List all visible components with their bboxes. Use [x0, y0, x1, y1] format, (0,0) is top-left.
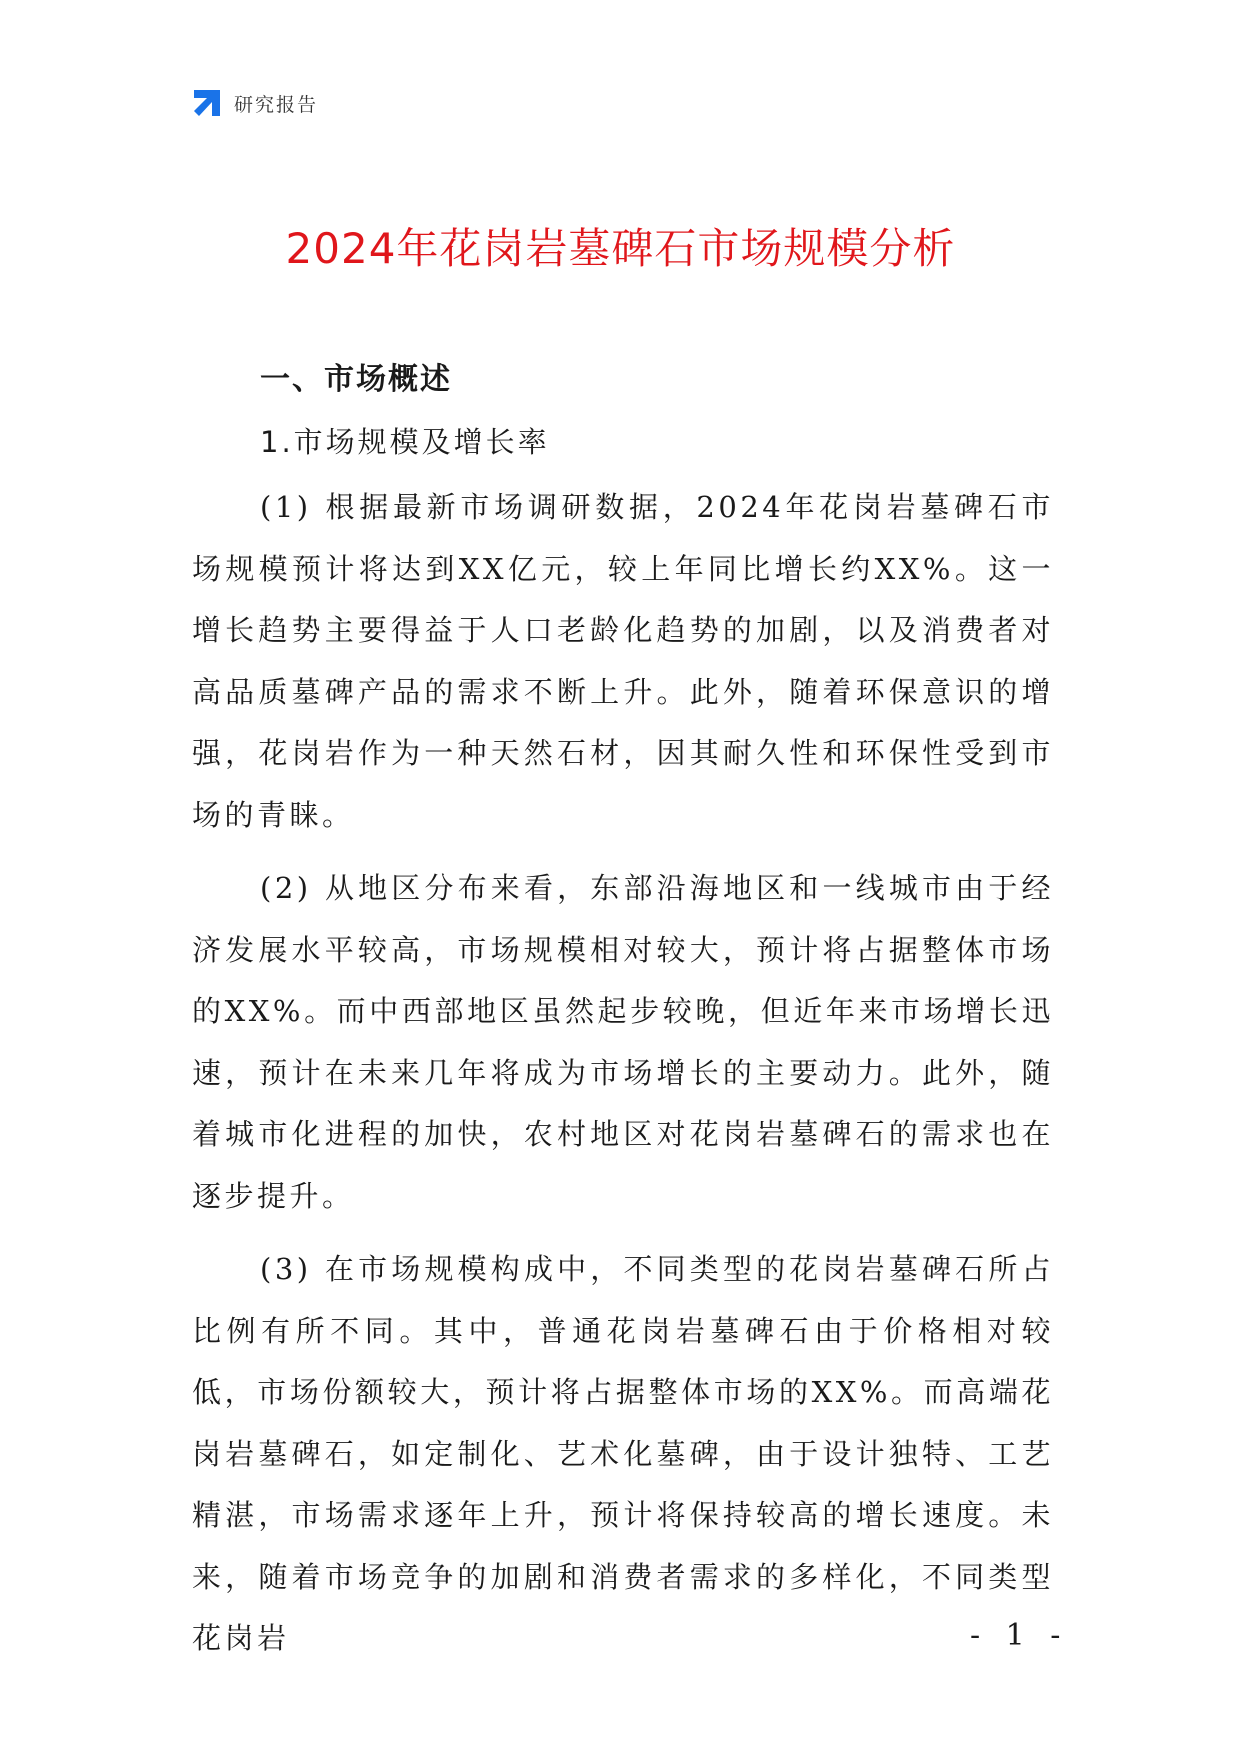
paragraph-1: (1) 根据最新市场调研数据，2024年花岗岩墓碑石市场规模预计将达到XX亿元，较上年同比增长约XX%。这一增长趋势主要得益于人口老龄化趋势的加剧，以及消费者对高品质墓碑产品的需求不断上升。此外，随着环保意识的增强，花岗岩作为一种天然石材，因其耐久性和环保性受到市场的青睐。	[192, 490, 1054, 832]
page-number: - 1 -	[970, 1618, 1069, 1653]
subsection-heading: 1.市场规模及增长率	[260, 425, 550, 459]
section-heading: 一、市场概述	[260, 362, 452, 397]
header-label: 研究报告	[234, 93, 319, 116]
paragraph-2: (2) 从地区分布来看，东部沿海地区和一线城市由于经济发展水平较高，市场规模相对较大，预计将占据整体市场的XX%。而中西部地区虽然起步较晚，但近年来市场增长迅速，预计在未来几年将成为市场增长的主要动力。此外，随着城市化进程的加快，农村地区对花岗岩墓碑石的需求也在逐步提升。	[192, 871, 1054, 1213]
document-title: 2024年花岗岩墓碑石市场规模分析	[285, 224, 956, 273]
paragraph-3: (3) 在市场规模构成中，不同类型的花岗岩墓碑石所占比例有所不同。其中，普通花岗岩墓碑石由于价格相对较低，市场份额较大，预计将占据整体市场的XX%。而高端花岗岩墓碑石，如定制化、艺术化墓碑，由于设计独特、工艺精湛，市场需求逐年上升，预计将保持较高的增长速度。未来，随着市场竞争的加剧和消费者需求的多样化，不同类型花岗岩	[192, 1252, 1054, 1655]
document-body	[192, 357, 1054, 1670]
arrow-up-right-icon	[190, 86, 224, 120]
document-header	[190, 86, 318, 120]
